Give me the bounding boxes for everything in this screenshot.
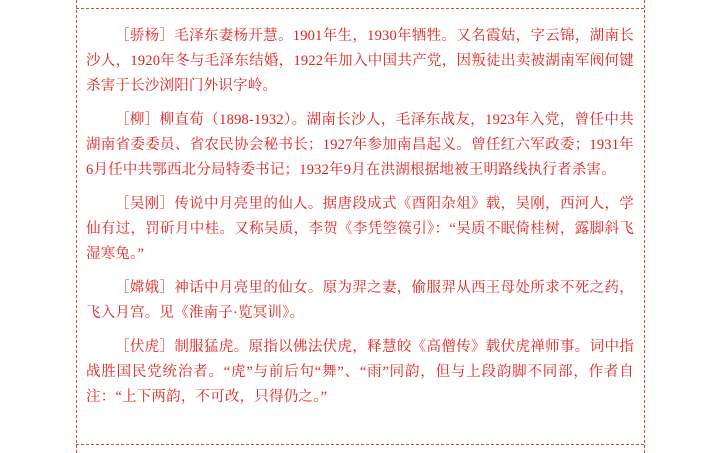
page-border-top bbox=[76, 8, 644, 9]
annotation-paragraph: ［吴刚］传说中月亮里的仙人。据唐段成式《酉阳杂俎》载，吴刚，西河人，学仙有过，罚斫月中桂。又称吴质，李贺《李凭箜篌引》：“吴质不眠倚桂树，露脚斜飞湿寒兔。” bbox=[86, 196, 634, 262]
annotation-paragraph: ［伏虎］制服猛虎。原指以佛法伏虎，释慧皎《高僧传》载伏虎禅师事。词中指战胜国民党统治者。“虎”与前后句“舞”、“雨”同韵，但与上段韵脚不同部，作者自注：“上下两韵，不可改，只得仍之。” bbox=[86, 339, 634, 405]
annotation-paragraph: ［嫦娥］神话中月亮里的仙女。原为羿之妻，偷服羿从西王母处所求不死之药，飞入月宫。见《淮南子·览冥训》。 bbox=[86, 280, 634, 321]
page-border-right bbox=[644, 0, 645, 453]
annotation-paragraph: ［骄杨］毛泽东妻杨开慧。1901年生，1930年牺牲。又名霞姑，字云锦，湖南长沙人，1920年冬与毛泽东结婚，1922年加入中国共产党，因叛徒出卖被湖南军阀何键杀害于长沙浏阳门外识字岭。 bbox=[86, 28, 634, 94]
annotation-text-column bbox=[86, 24, 634, 410]
annotation-paragraph: ［柳］柳直荀（1898-1932）。湖南长沙人，毛泽东战友，1923年入党，曾任中共湖南省委委员、省农民协会秘书长；1927年参加南昌起义。曾任红六军政委；1931年6月任中共鄂西北分局特委书记；1932年9月在洪湖根据地被王明路线执行者杀害。 bbox=[86, 112, 634, 178]
page-border-left bbox=[76, 0, 77, 453]
page-border-bottom bbox=[76, 444, 644, 445]
